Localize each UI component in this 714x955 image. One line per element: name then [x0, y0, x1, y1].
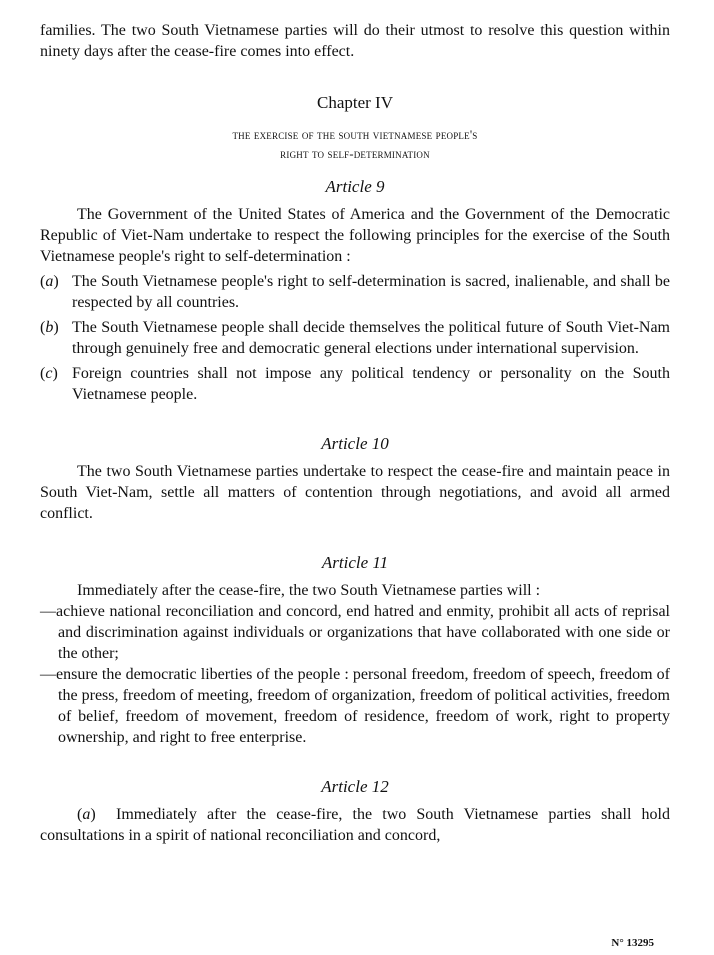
- article-10-heading: Article 10: [321, 434, 389, 453]
- item-text: The South Vietnamese people's right to self-determination is sacred, inalienable, and shall be respected by all countries.: [72, 273, 670, 311]
- item-label: (b): [40, 319, 59, 336]
- item-label: (c): [40, 365, 58, 382]
- article-12-heading: Article 12: [321, 777, 389, 796]
- chapter-title: Chapter IV: [316, 93, 393, 112]
- article-12-body: Immediately after the cease-fire, the two South Vietnamese parties shall hold consultations in a spirit of national reconciliation and concord,: [40, 806, 671, 844]
- article-9-heading: Article 9: [325, 177, 385, 196]
- article-11-dash-1: —achieve national reconciliation and concord, end hatred and enmity, prohibit all acts of reprisal and discrimination against individuals or organizations that have collaborated with one side or the other;: [40, 603, 670, 662]
- item-text: Foreign countries shall not impose any political tendency or personality on the South Vietnamese people.: [72, 365, 670, 403]
- article-11-heading: Article 11: [321, 553, 389, 572]
- chapter-subtitle-line2: right to self-determination: [280, 147, 430, 161]
- article-10-text: The two South Vietnamese parties undertake to respect the cease-fire and maintain peace in South Viet-Nam, settle all matters of contention through negotiations, and avoid all armed conflict.: [40, 463, 670, 522]
- chapter-subtitle-line1: the exercise of the south vietnamese people's: [232, 128, 478, 142]
- article-9-item-a: [40, 271, 670, 313]
- article-11-dash-2: —ensure the democratic liberties of the people : personal freedom, freedom of speech, freedom of the press, freedom of meeting, freedom of organization, freedom of political activities, freedom of belief, freedom of movement, freedom of residence, freedom of work, right to property ownership, and right to free enterprise.: [40, 666, 670, 746]
- article-12-text: [40, 804, 670, 846]
- top-paragraph: families. The two South Vietnamese parties will do their utmost to resolve this question within ninety days after the cease-fire comes into effect.: [40, 22, 670, 60]
- article-12-label: (a): [77, 806, 96, 823]
- item-text: The South Vietnamese people shall decide themselves the political future of South Viet-Nam through genuinely free and democratic general elections under international supervision.: [72, 319, 670, 357]
- item-label: (a): [40, 273, 59, 290]
- article-9-item-b: [40, 317, 670, 359]
- article-11-intro: Immediately after the cease-fire, the two South Vietnamese parties will :: [77, 582, 541, 599]
- article-9-item-c: [40, 363, 670, 405]
- chapter-subtitle: [40, 126, 670, 164]
- page-footer-number: N° 13295: [611, 937, 654, 949]
- article-9-intro: The Government of the United States of America and the Government of the Democratic Republic of Viet-Nam undertake to respect the following principles for the exercise of the South Vietnamese people's right to self-determination :: [40, 206, 670, 265]
